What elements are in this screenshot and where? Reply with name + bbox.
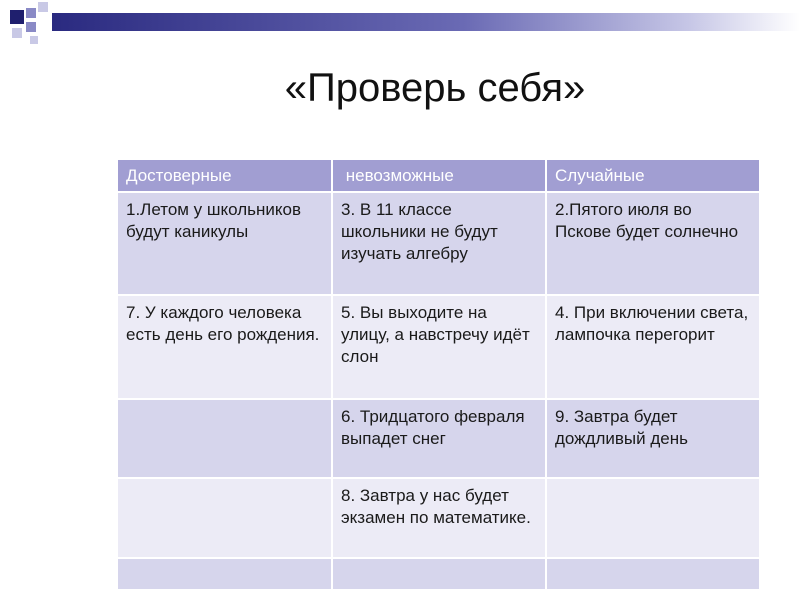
table-cell: 7. У каждого человека есть день его рождения. (118, 295, 332, 399)
table-cell (118, 478, 332, 558)
table-cell: 2.Пятого июля во Пскове будет солнечно (546, 192, 760, 295)
table-row (118, 192, 760, 295)
decor-square (26, 8, 36, 18)
table-cell: 8. Завтра у нас будет экзамен по математике. (332, 478, 546, 558)
decor-square (30, 36, 38, 44)
table-row (118, 295, 760, 399)
table-cell (118, 558, 332, 590)
table-row (118, 558, 760, 590)
decor-square (10, 10, 24, 24)
table-cell: 3. В 11 классе школьники не будут изучать алгебру (332, 192, 546, 295)
table-cell (118, 399, 332, 478)
table-cell: 4. При включении света, лампочка перегорит (546, 295, 760, 399)
table-cell: 6. Тридцатого февраля выпадет снег (332, 399, 546, 478)
decor-square (26, 22, 36, 32)
column-header-impossible: невозможные (332, 160, 546, 192)
table-row (118, 399, 760, 478)
page-title: «Проверь себя» (284, 66, 586, 110)
table-cell: 9. Завтра будет дождливый день (546, 399, 760, 478)
table-cell: 5. Вы выходите на улицу, а навстречу идёт слон (332, 295, 546, 399)
table-cell (546, 478, 760, 558)
table-cell: 1.Летом у школьников будут каникулы (118, 192, 332, 295)
table-cell (332, 558, 546, 590)
table-cell (546, 558, 760, 590)
table-row (118, 478, 760, 558)
decor-square (38, 2, 48, 12)
column-header-random: Случайные (546, 160, 760, 192)
decor-square (12, 28, 22, 38)
table-header-row (118, 160, 760, 192)
top-gradient-bar (52, 13, 800, 31)
column-header-reliable: Достоверные (118, 160, 332, 192)
events-table (118, 160, 761, 591)
